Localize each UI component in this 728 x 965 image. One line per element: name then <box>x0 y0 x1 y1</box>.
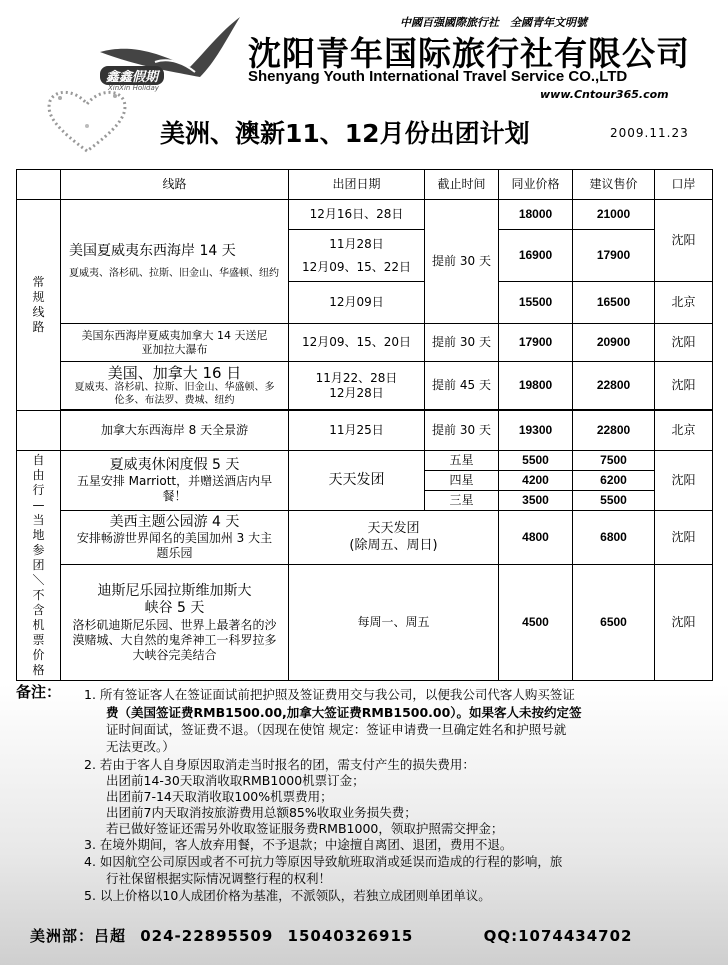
trade-price: 4200 <box>499 471 573 491</box>
table-header-row <box>17 170 713 200</box>
port-cell: 沈阳 <box>655 200 713 282</box>
date-cell: 12月09日 <box>289 282 425 324</box>
note-item: 无法更改。） <box>106 739 175 754</box>
header-retail-price: 建议售价 <box>573 170 655 200</box>
retail-price: 21000 <box>573 200 655 230</box>
route-cell: 美国夏威夷东西海岸 14 天 夏威夷、洛杉矶、拉斯、旧金山、华盛顿、纽约 <box>61 200 289 324</box>
star-level: 四星 <box>425 471 499 491</box>
header-blank <box>17 170 61 200</box>
website-link[interactable]: www.Cntour365.com <box>540 88 669 101</box>
trade-price: 19300 <box>499 411 573 451</box>
contact-dept: 美洲部：吕超 <box>30 927 127 945</box>
header-date: 出团日期 <box>289 170 425 200</box>
notes-label: 备注： <box>16 683 62 701</box>
retail-price: 6500 <box>573 565 655 681</box>
route-cell: 美西主题公园游 4 天 安排畅游世界闻名的美国加州 3 大主题乐园 <box>61 511 289 565</box>
trade-price: 4800 <box>499 511 573 565</box>
note-item: 1. 所有签证客人在签证面试前把护照及签证费用交与我公司，以便我公司代客人购买签证 <box>84 687 575 702</box>
retail-price: 22800 <box>573 411 655 451</box>
route-cell: 夏威夷休闲度假 5 天 五星安排 Marriott，并赠送酒店内早餐！ <box>61 451 289 511</box>
brand-logo-sub: XinXin Holiday <box>108 84 159 92</box>
tour-schedule-table <box>16 169 713 681</box>
note-item: 5. 以上价格以10人成团价格为基准，不派领队，若独立成团则单团单议。 <box>84 888 491 903</box>
port-cell: 沈阳 <box>655 451 713 511</box>
note-item: 若已做好签证还需另外收取签证服务费RMB1000，领取护照需交押金； <box>106 821 504 836</box>
deadline-cell: 提前 30 天 <box>425 200 499 324</box>
retail-price: 6800 <box>573 511 655 565</box>
retail-price: 6200 <box>573 471 655 491</box>
route-cell: 加拿大东西海岸 8 天全景游 <box>61 411 289 451</box>
contact-qq: QQ:1074434702 <box>483 927 633 945</box>
contact-phone-mobile: 15040326915 <box>287 927 414 945</box>
note-item: 出团前14-30天取消收取RMB1000机票订金； <box>106 773 365 788</box>
publish-date: 2009.11.23 <box>610 126 689 140</box>
company-name-en: Shenyang Youth International Travel Service CO.,LTD <box>248 68 628 85</box>
category-blank <box>17 411 61 451</box>
trade-price: 18000 <box>499 200 573 230</box>
star-level: 五星 <box>425 451 499 471</box>
sparkle-heart-icon <box>40 86 135 156</box>
date-cell: 每周一、周五 <box>289 565 499 681</box>
header-port: 口岸 <box>655 170 713 200</box>
retail-price: 5500 <box>573 491 655 511</box>
port-cell: 北京 <box>655 411 713 451</box>
trade-price: 15500 <box>499 282 573 324</box>
header-deadline: 截止时间 <box>425 170 499 200</box>
note-item: 4. 如因航空公司原因或者不可抗力等原因导致航班取消或延误而造成的行程的影响，旅 <box>84 854 563 869</box>
date-cell: 11月25日 <box>289 411 425 451</box>
table-row <box>17 411 713 451</box>
port-cell: 沈阳 <box>655 362 713 410</box>
date-cell: 天天发团 (除周五、周日) <box>289 511 499 565</box>
star-level: 三星 <box>425 491 499 511</box>
note-item: 行社保留根据实际情况调整行程的权利！ <box>106 871 332 886</box>
category-free: 自由行—当地参团＼不含机票价格 <box>17 451 61 681</box>
table-row <box>17 565 713 681</box>
note-item: 出团前7-14天取消收取100%机票费用； <box>106 789 333 804</box>
deadline-cell: 提前 30 天 <box>425 324 499 362</box>
contact-phone-landline: 024-22895509 <box>140 927 274 945</box>
port-cell: 沈阳 <box>655 511 713 565</box>
trade-price: 19800 <box>499 362 573 410</box>
port-cell: 北京 <box>655 282 713 324</box>
route-cell: 美国东西海岸夏威夷加拿大 14 天送尼亚加拉大瀑布 <box>61 324 289 362</box>
date-cell: 12月16日、28日 <box>289 200 425 230</box>
port-cell: 沈阳 <box>655 565 713 681</box>
trade-price: 17900 <box>499 324 573 362</box>
note-item: 证时间面试，签证费不退。（因现在使馆 规定：签证申请费一旦确定姓名和护照号就 <box>106 722 567 737</box>
date-cell: 12月09、15、20日 <box>289 324 425 362</box>
table-row <box>17 362 713 410</box>
trade-price: 4500 <box>499 565 573 681</box>
note-item: 3. 在境外期间，客人放弃用餐，不予退款；中途擅自离团、退团，费用不退。 <box>84 837 513 852</box>
deadline-cell: 提前 45 天 <box>425 362 499 410</box>
trade-price: 3500 <box>499 491 573 511</box>
date-cell: 天天发团 <box>289 451 425 511</box>
table-row <box>17 324 713 362</box>
table-row <box>17 511 713 565</box>
note-item: 出团前7内天取消按旅游费用总额85%收取业务损失费； <box>106 805 417 820</box>
page-header <box>0 0 728 160</box>
deadline-cell: 提前 30 天 <box>425 411 499 451</box>
retail-price: 16500 <box>573 282 655 324</box>
date-cell: 11月28日 12月09、15、22日 <box>289 230 425 282</box>
retail-price: 17900 <box>573 230 655 282</box>
date-cell: 11月22、28日 12月28日 <box>289 362 425 410</box>
note-item: 2. 若由于客人自身原因取消走当时报名的团，需支付产生的损失费用： <box>84 757 475 772</box>
company-name-cn: 沈阳青年国际旅行社有限公司 <box>248 34 690 73</box>
retail-price: 20900 <box>573 324 655 362</box>
header-trade-price: 同业价格 <box>499 170 573 200</box>
route-cell: 迪斯尼乐园拉斯维加斯大峡谷 5 天 洛杉矶迪斯尼乐园、世界上最著名的沙漠赌城、大自然的鬼斧神工一科罗拉多大峡谷完美结合 <box>61 565 289 681</box>
table-row <box>17 451 713 471</box>
trade-price: 5500 <box>499 451 573 471</box>
slogan: 中國百强國際旅行社 全國青年文明號 <box>400 16 587 29</box>
note-item: 费（美国签证费RMB1500.00,加拿大签证费RMB1500.00）。如果客人未按约定签 <box>106 705 582 720</box>
port-cell: 沈阳 <box>655 324 713 362</box>
category-regular: 常规线路 <box>17 200 61 411</box>
contact-line <box>30 925 640 946</box>
retail-price: 22800 <box>573 362 655 410</box>
header-route: 线路 <box>61 170 289 200</box>
brand-logo: 鑫鑫假期 <box>100 66 164 85</box>
retail-price: 7500 <box>573 451 655 471</box>
route-cell: 美国、加拿大 16 日 夏威夷、洛杉矶、拉斯、旧金山、华盛顿、多伦多、布法罗、费城、纽约 <box>61 362 289 410</box>
table-row <box>17 200 713 230</box>
page-title: 美洲、澳新11、12月份出团计划 <box>160 119 530 148</box>
trade-price: 16900 <box>499 230 573 282</box>
